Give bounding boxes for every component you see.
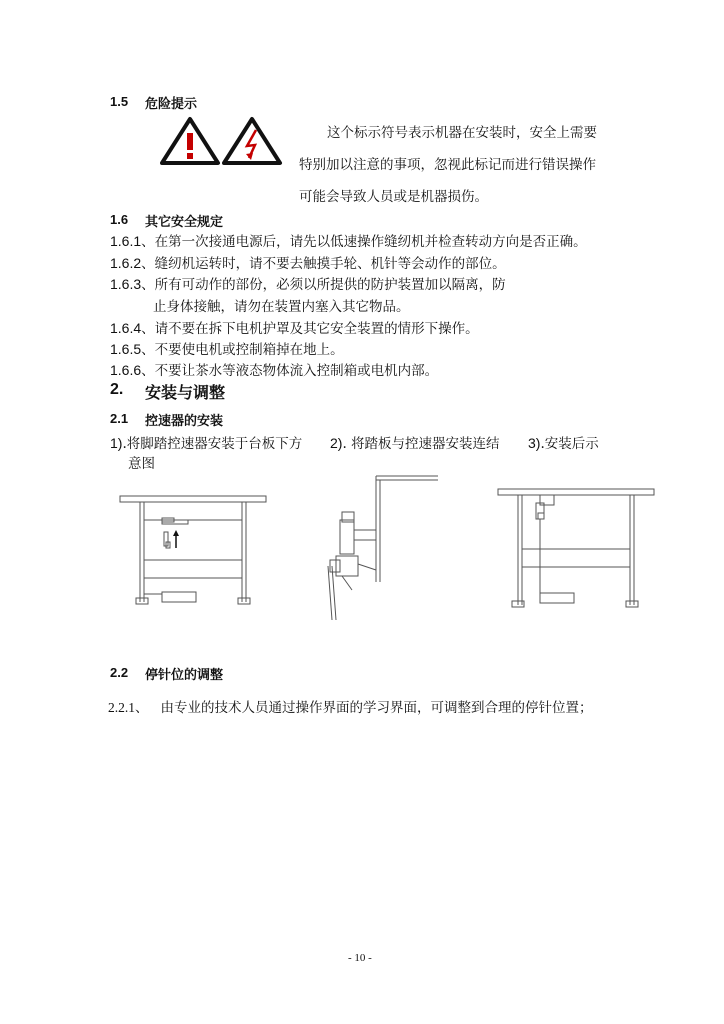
warning-text-line: 特别加以注意的事项，忽视此标记而进行错误操作 [299, 157, 596, 173]
pedal-link-illustration [322, 474, 440, 624]
step-2-number: 2) [330, 435, 343, 451]
controller-under-table-illustration [118, 490, 270, 612]
install-step-2 [330, 432, 500, 452]
list-item [110, 252, 506, 272]
electric-shock-warning-icon [222, 117, 282, 165]
section-1-6-title: 其它安全规定 [145, 215, 224, 230]
step-3-continuation: 意图 [128, 456, 155, 472]
list-item-number: 1.6.2 [110, 255, 142, 271]
list-item-number: 1.6.5 [110, 341, 142, 357]
section-2-1-number: 2.1 [110, 411, 129, 426]
step-3-number: 3) [528, 435, 541, 451]
list-item [110, 317, 479, 337]
stop-needle-item [108, 696, 593, 716]
list-item [110, 359, 438, 379]
section-2-2-number: 2.2 [110, 665, 129, 680]
section-1-6-number: 1.6 [110, 212, 129, 227]
step-1-number: 1) [110, 435, 123, 451]
section-1-5-title: 危险提示 [145, 97, 198, 112]
page-number: - 10 - [348, 952, 372, 964]
stop-needle-item-number: 2.2.1、 [108, 700, 149, 715]
list-item-text: 、所有可动作的部份，必须以所提供的防护装置加以隔离，防 [141, 277, 506, 293]
warning-text-line: 可能会导致人员或是机器损伤。 [299, 189, 488, 205]
list-item [110, 230, 587, 250]
stop-needle-item-text: 由专业的技术人员通过操作界面的学习界面，可调整到合理的停针位置； [160, 700, 593, 716]
list-item-text: 、不要让茶水等液态物体流入控制箱或电机内部。 [141, 363, 439, 379]
exclamation-warning-icon [160, 117, 220, 165]
step-3-text: .安装后示 [540, 436, 599, 452]
step-2-text: . 将踏板与控速器安装连结 [342, 436, 500, 452]
warning-text-line: 这个标示符号表示机器在安装时，安全上需要 [327, 125, 597, 141]
install-steps-line [110, 432, 302, 452]
installed-schematic-illustration [496, 485, 658, 613]
section-2-2-title: 停针位的调整 [145, 668, 224, 683]
list-item-number: 1.6.6 [110, 362, 142, 378]
list-item-text: 、在第一次接通电源后，请先以低速操作缝纫机并检查转动方向是否正确。 [141, 234, 587, 250]
list-item [110, 273, 506, 293]
list-item-number: 1.6.3 [110, 276, 142, 292]
list-item-continuation: 止身体接触，请勿在装置内塞入其它物品。 [153, 299, 410, 315]
step-1-text: .将脚踏控速器安装于台板下方 [122, 436, 303, 452]
section-1-5-number: 1.5 [110, 94, 129, 109]
list-item-text: 、请不要在拆下电机护罩及其它安全装置的情形下操作。 [141, 321, 479, 337]
list-item [110, 338, 344, 358]
section-2-1-title: 控速器的安装 [145, 414, 224, 429]
list-item-text: 、缝纫机运转时，请不要去触摸手轮、机针等会动作的部位。 [141, 256, 506, 272]
install-step-3 [528, 432, 599, 452]
chapter-2-number: 2. [110, 381, 124, 398]
chapter-2-title: 安装与调整 [145, 383, 226, 402]
list-item-text: 、不要使电机或控制箱掉在地上。 [141, 342, 344, 358]
list-item-number: 1.6.4 [110, 320, 142, 336]
list-item-number: 1.6.1 [110, 233, 142, 249]
